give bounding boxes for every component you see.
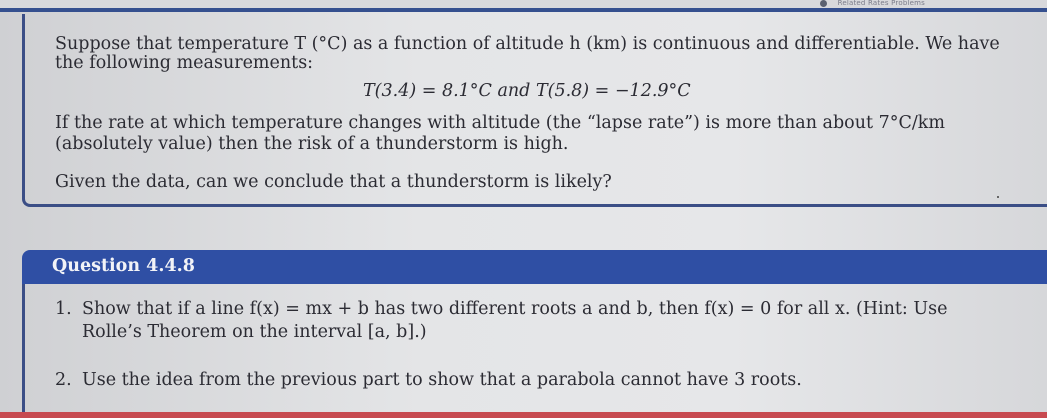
item-number: 1.	[55, 299, 72, 319]
problem-line-5: (absolutely value) then the risk of a thunderstorm is high.	[55, 134, 569, 154]
item-text: Use the idea from the previous part to show that a parabola cannot have 3 roots.	[82, 370, 802, 390]
question-header	[22, 250, 1047, 284]
item-text: Show that if a line f(x) = mx + b has two different roots a and b, then f(x) = 0 for all x. (Hint: Use	[82, 299, 948, 319]
question-title: Question 4.4.8	[52, 256, 195, 276]
problem-box	[22, 14, 1047, 207]
problem-line-1: Suppose that temperature T (°C) as a function of altitude h (km) is continuous and differentiable. We have	[55, 34, 1000, 54]
item-number: 2.	[55, 370, 72, 390]
item-text: Rolle’s Theorem on the interval [a, b].)	[82, 322, 427, 342]
bottom-rule	[0, 412, 1047, 418]
problem-line-4: If the rate at which temperature changes with altitude (the “lapse rate”) is more than about 7°C/km	[55, 113, 945, 133]
circle-icon	[820, 0, 827, 7]
problem-question: Given the data, can we conclude that a thunderstorm is likely?	[55, 172, 612, 192]
problem-line-2: the following measurements:	[55, 53, 314, 73]
section-tag: Related Rates Problems	[837, 0, 925, 7]
dot-marker	[997, 196, 999, 198]
measurement-equation: T(3.4) = 8.1°C and T(5.8) = −12.9°C	[363, 81, 691, 101]
question-body	[22, 284, 1047, 412]
top-rule	[0, 8, 1047, 12]
